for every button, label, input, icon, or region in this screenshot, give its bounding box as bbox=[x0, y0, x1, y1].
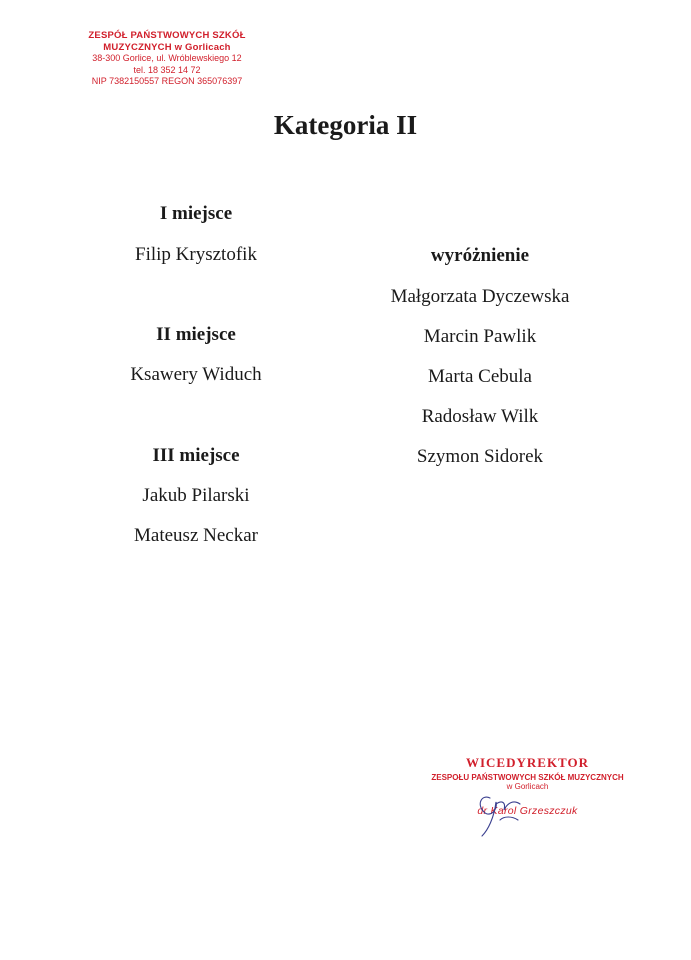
stamp-line-school-name-cont: MUZYCZNYCH w Gorlicach bbox=[103, 41, 231, 53]
second-place-heading: II miejsce bbox=[156, 324, 236, 345]
stamp-line-tax-ids: NIP 7382150557 REGON 365076397 bbox=[91, 76, 243, 86]
stamp-school: ZESPOŁU PAŃSTWOWYCH SZKÓŁ MUZYCZNYCH bbox=[431, 773, 624, 782]
stamp-line-phone: tel. 18 352 14 72 bbox=[133, 64, 201, 75]
distinction-name-3: Marta Cebula bbox=[428, 366, 532, 387]
distinction-heading: wyróżnienie bbox=[430, 245, 530, 266]
third-place-heading: III miejsce bbox=[152, 445, 240, 466]
third-place-name-1: Jakub Pilarski bbox=[142, 485, 250, 506]
page-title: Kategoria II bbox=[273, 110, 418, 140]
distinction-name-5: Szymon Sidorek bbox=[416, 446, 544, 467]
stamp-place: w Gorlicach bbox=[506, 782, 549, 791]
distinction-name-4: Radosław Wilk bbox=[421, 406, 539, 427]
stamp-line-address: 38-300 Gorlice, ul. Wróblewskiego 12 bbox=[92, 53, 242, 63]
distinction-name-2: Marcin Pawlik bbox=[423, 326, 537, 347]
third-place-name-2: Mateusz Neckar bbox=[134, 525, 258, 546]
second-place-name: Ksawery Widuch bbox=[130, 364, 262, 385]
first-place-heading: I miejsce bbox=[159, 203, 233, 224]
distinction-name-1: Małgorzata Dyczewska bbox=[390, 286, 570, 307]
school-stamp bbox=[78, 30, 256, 88]
stamp-role: WICEDYREKTOR bbox=[465, 755, 589, 770]
signature-stroke bbox=[480, 797, 520, 836]
handwritten-signature bbox=[470, 790, 530, 840]
stamp-person: dr Karol Grzeszczuk bbox=[477, 805, 578, 817]
stamp-line-school-name: ZESPÓŁ PAŃSTWOWYCH SZKÓŁ bbox=[88, 30, 246, 41]
first-place-name: Filip Krysztofik bbox=[135, 244, 257, 265]
